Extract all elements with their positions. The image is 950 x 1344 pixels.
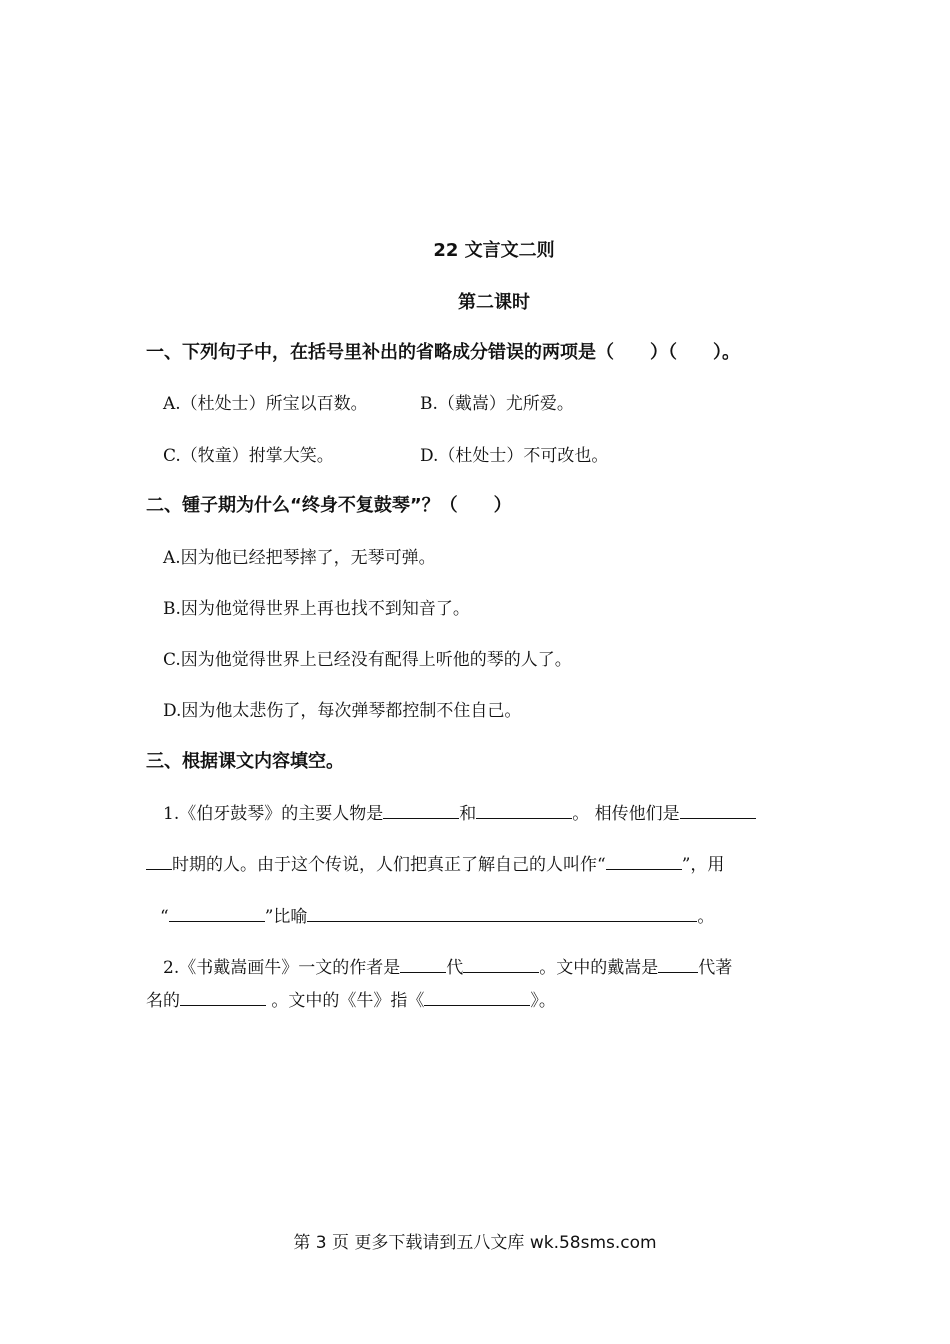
q2-option-d: D.因为他太悲伤了，每次弹琴都控制不住自己。 [163, 701, 522, 721]
blank-period-part1[interactable] [680, 803, 756, 819]
q3-item2-text: 名的 [146, 991, 180, 1011]
blank-idiom-meaning[interactable] [307, 906, 697, 922]
q3-item2-text: 。文中的《牛》指《 [266, 991, 425, 1011]
page-footer: 第 3 页 更多下载请到五八文库 wk.58sms.com [293, 1233, 657, 1253]
blank-daisong-dynasty[interactable] [658, 957, 698, 973]
q1-option-d: D.（杜处士）不可改也。 [420, 446, 609, 466]
q3-item1-text: 和 [459, 804, 477, 824]
lesson-title: 22 文言文二则 [433, 240, 555, 261]
q3-item2-text: 代著 [698, 958, 733, 978]
blank-author-name[interactable] [463, 957, 539, 973]
q3-item2-text: 。文中的戴嵩是 [539, 958, 659, 978]
q3-item1-text: ”比喻 [264, 907, 308, 927]
lesson-subtitle: 第二课时 [458, 292, 530, 313]
q3-item2-text: 》。 [530, 991, 556, 1011]
q3-item1-line3 [160, 902, 714, 927]
q1-option-c: C.（牧童）拊掌大笑。 [163, 446, 334, 466]
q2-option-b: B.因为他觉得世界上再也找不到知音了。 [163, 599, 470, 619]
q3-item1-text: 1.《伯牙鼓琴》的主要人物是 [163, 804, 384, 824]
q3-item2-text: 2.《书戴嵩画牛》一文的作者是 [163, 958, 401, 978]
blank-daisong-identity[interactable] [180, 990, 266, 1006]
q2-option-a: A.因为他已经把琴摔了，无琴可弹。 [163, 548, 436, 568]
question-3-stem: 三、根据课文内容填空。 [146, 751, 344, 772]
blank-painting-title[interactable] [424, 990, 530, 1006]
q3-item2-line2 [146, 986, 556, 1011]
blank-character-2[interactable] [476, 803, 572, 819]
blank-period-part2[interactable] [146, 854, 172, 870]
blank-author-dynasty[interactable] [400, 957, 446, 973]
q3-item1-text: 时期的人。由于这个传说，人们把真正了解自己的人叫作“ [172, 855, 606, 875]
question-1-stem: 一、下列句子中，在括号里补出的省略成分错误的两项是（ ）（ ）。 [146, 342, 740, 363]
q3-item1-text: “ [160, 907, 169, 927]
q3-item1-line2 [146, 850, 724, 875]
q3-item2-text: 代 [446, 958, 464, 978]
question-2-stem: 二、锺子期为什么“终身不复鼓琴”？（ ） [146, 495, 512, 516]
q3-item1-text: 。 [697, 907, 715, 927]
blank-idiom[interactable] [169, 906, 265, 922]
q1-option-b: B.（戴嵩）尤所爱。 [420, 394, 574, 414]
q3-item1-text: 。 相传他们是 [572, 804, 680, 824]
q2-option-c: C.因为他觉得世界上已经没有配得上听他的琴的人了。 [163, 650, 572, 670]
blank-character-1[interactable] [383, 803, 459, 819]
q1-option-a: A.（杜处士）所宝以百数。 [163, 394, 368, 414]
blank-zhiyin[interactable] [606, 854, 682, 870]
q3-item1-line1 [163, 799, 756, 824]
q3-item2-line1 [163, 953, 732, 978]
q3-item1-text: ”，用 [681, 855, 725, 875]
